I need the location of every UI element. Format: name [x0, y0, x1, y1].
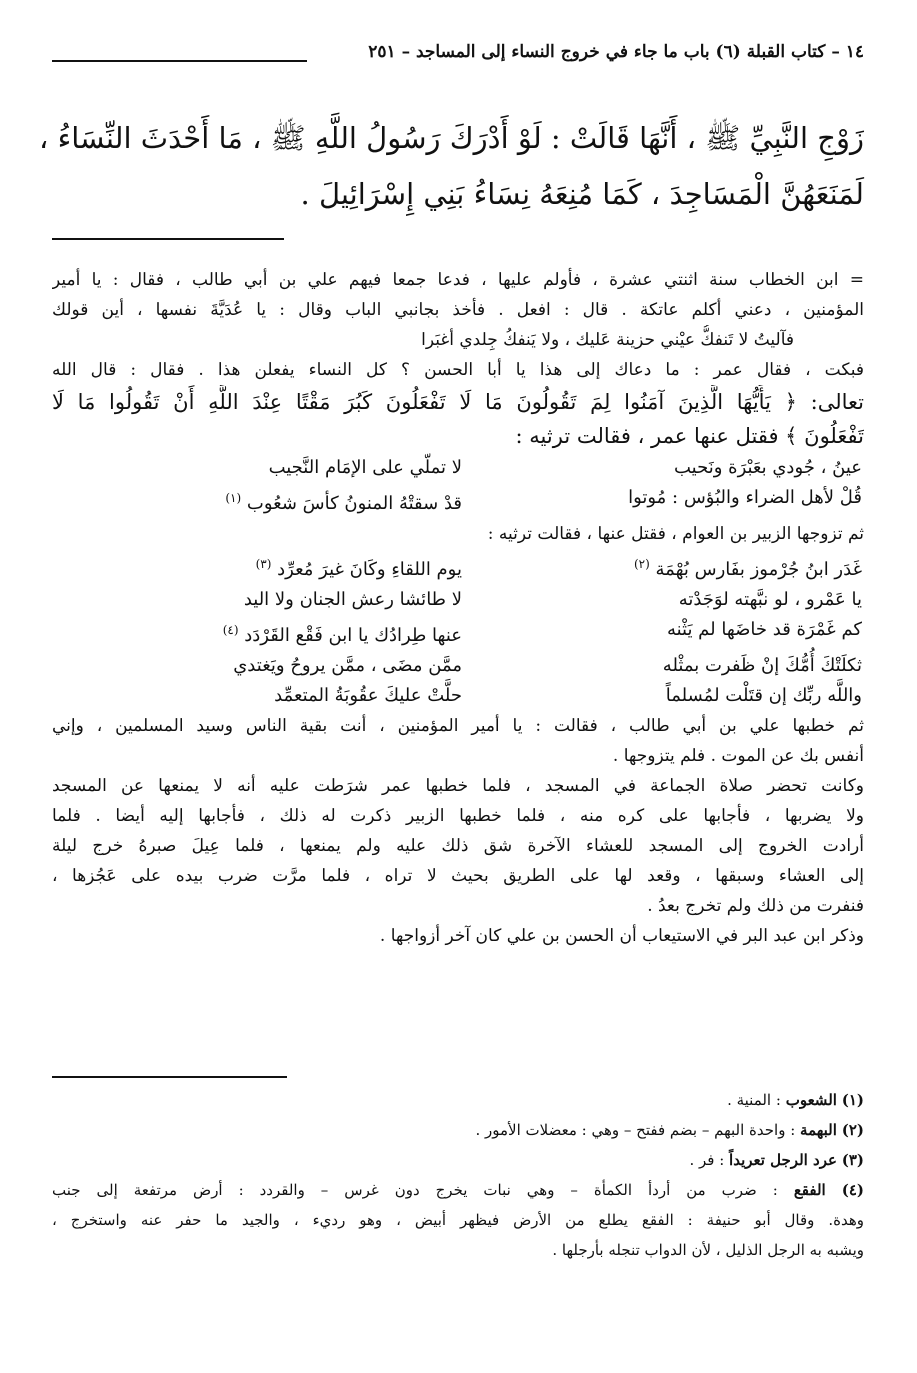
commentary-line: ثم تزوجها الزبير بن العوام ، فقتل عنها ، فقالت ترثيه : [487, 524, 864, 544]
hemistich-right: كم غَمْرَة قد خاضَها لم يَثْنه [666, 619, 862, 640]
footnote [52, 1145, 864, 1175]
verse-line: فآليتُ لا تَنفكُّ عيْني حزينة عَليك ، ولا يَنفكُ جِلدي أغبَرا [421, 330, 794, 350]
footnote-continuation: وهدة. وقال أبو حنيفة : الفقع يطلع من الأرض فيظهر أبيض ، وهو رديء ، والجيد ما حفر عنه واستخرج ، [52, 1211, 864, 1229]
footnote-number: (٢) [841, 1121, 864, 1139]
footnote-number: (١) [841, 1091, 864, 1109]
poem-verse [52, 453, 864, 483]
commentary [52, 265, 864, 951]
poem-verse [52, 549, 864, 585]
footnote [52, 1115, 864, 1145]
footnote-text: : واحدة البهم – بضم ففتح – وهي : معضلات الأمور . [475, 1121, 801, 1139]
poem-verse [52, 681, 864, 711]
quran-line: تعالى: ﴿ يَأَيُّهَا الَّذِينَ آمَنُوا لِمَ تَقُولُونَ مَا لَا تَفْعَلُونَ كَبُرَ مَقْتًا عِنْدَ اللَّهِ أَنْ تَقُولُوا مَا لَا [52, 390, 864, 414]
hemistich-left: عنها طِرادُك يا ابن فَقْع القَرْدَد [244, 625, 462, 646]
book-page [39, 30, 864, 1350]
footnote-term: عرد الرجل تعريداً [729, 1151, 837, 1169]
hemistich-left: يوم اللقاءِ وكَانَ غيرَ مُعرِّد [277, 559, 462, 580]
hemistich-left: لا طائشا رعش الجنان ولا اليد [243, 589, 462, 610]
footnote-number: (٣) [841, 1151, 864, 1169]
commentary-line: المؤمنين ، دعني أكلم عاتكة . قال : افعل . فأخذ بجانبي الباب وقال : يا عُدَيَّةَ نفسها ، أين قولك [52, 300, 864, 320]
commentary-line: فبكت ، فقال عمر : ما دعاك إلى هذا يا أبا الحسن ؟ كل النساء يفعلن هذا . فقال : قال الله [52, 360, 864, 380]
footnotes [52, 1085, 864, 1265]
footnote-term: الشعوب [785, 1091, 837, 1109]
poem-verse [52, 615, 864, 651]
poem-verse [52, 483, 864, 519]
hemistich-right: قُلْ لأهل الضراء والبُؤس : مُوتوا [628, 487, 862, 508]
footnote-text: : المنية . [727, 1091, 786, 1109]
commentary-line: ثم خطبها علي بن أبي طالب ، فقالت : يا أمير المؤمنين ، أنت بقية الناس وسيد المسلمين ، وإني [52, 716, 864, 736]
hemistich-right: عينُ ، جُودي بعَبْرَة ونَحيب [673, 457, 862, 478]
footnote-ref: (٢) [633, 557, 650, 571]
hemistich-left: لا تملّي على الإمَام النَّجيب [268, 457, 462, 478]
footnote-text: : ضرب من أردأ الكمأة – وهي نبات يخرج دون غرس – والقردد : أرض مرتفعة إلى جنب [52, 1181, 794, 1199]
quran-line: تَفْعَلُونَ ﴾ فقتل عنها عمر ، فقالت ترثيه : [515, 424, 864, 448]
hemistich-right: ثكلَتْكَ أُمُّكَ إنْ ظَفرت بمثْله [662, 655, 862, 676]
hemistich-left: قدْ سقتْهُ المنونُ كأسَ شعُوب [246, 493, 462, 514]
footnote-term: البهمة [800, 1121, 837, 1139]
footnote-continuation: ويشبه به الرجل الذليل ، لأن الدواب تنجله بأرجلها . [552, 1241, 864, 1259]
hadith-line: زَوْجِ النَّبِيِّ ﷺ ، أَنَّهَا قَالَتْ : لَوْ أَدْرَكَ رَسُولُ اللَّهِ ﷺ ، مَا أَحْدَثَ النِّسَاءُ ، [39, 121, 864, 155]
poem-verse [52, 585, 864, 615]
footnote [52, 1085, 864, 1115]
poem-verse [52, 651, 864, 681]
hemistich-right: يا عَمْرو ، لو نبَّهته لوَجَدْته [678, 589, 862, 610]
footnote [52, 1175, 864, 1205]
commentary-line: فنفرت من ذلك ولم تخرج بعدُ . [647, 896, 864, 916]
commentary-line: = ابن الخطاب سنة اثنتي عشرة ، فأولم عليها ، فدعا جمعا فيهم علي بن أبي طالب ، فقال : يا أمير [52, 270, 864, 290]
header-text: ١٤ – كتاب القبلة (٦) باب ما جاء في خروج النساء إلى المساجد – ٢٥١ [368, 42, 864, 62]
main-separator [52, 238, 284, 240]
footnote-text: : فر . [689, 1151, 730, 1169]
commentary-line: إلى العشاء وسبقها ، وقعد لها على الطريق بحيث لا تراه ، فلما مرَّت ضرب بيده على عَجُزها ، [52, 866, 864, 886]
header-rule [52, 60, 307, 62]
footnote-ref: (٣) [255, 557, 272, 571]
hemistich-right: غَدَر ابنُ جُرْموز بفَارس بُهْمَة [655, 559, 862, 580]
hadith-line: لَمَنَعَهُنَّ الْمَسَاجِدَ ، كَمَا مُنِعَهُ نِسَاءُ بَنِي إِسْرَائِيلَ . [300, 177, 864, 211]
footnote-ref: (٤) [222, 623, 239, 637]
hemistich-left: حلَّتْ عليكَ عقُوبَةُ المتعمِّد [274, 685, 462, 706]
hemistich-right: واللَّه ربِّك إن قتَلْت لمُسلماً [665, 685, 862, 706]
commentary-line: وذكر ابن عبد البر في الاستيعاب أن الحسن بن علي كان آخر أزواجها . [379, 926, 864, 946]
commentary-line: ولا يضربها ، فأجابها على كره منه ، فلما خطبها الزبير ذكرت له ذلك ، فأجابها إليه أيضا . فلما [52, 806, 864, 826]
commentary-line: أنفس بك عن الموت . فلم يتزوجها . [612, 746, 864, 766]
hemistich-left: ممَّن مضَى ، ممَّن يروحُ ويَغتدي [233, 655, 462, 676]
commentary-line: وكانت تحضر صلاة الجماعة في المسجد ، فلما خطبها عمر شرَطت عليه أنه لا يمنعها عن المسجد [52, 776, 864, 796]
hadith-text [39, 110, 864, 222]
footnote-term: الفقع [793, 1181, 826, 1199]
running-header [52, 42, 864, 76]
footnote-number: (٤) [841, 1181, 864, 1199]
footnote-separator [52, 1076, 287, 1078]
commentary-line: أرادت الخروج إلى المسجد للعشاء الآخرة شق ذلك عليه ولم يمنعها ، فلما عِيلَ صبرهُ خرج ليلة [52, 836, 864, 856]
footnote-ref: (١) [225, 491, 242, 505]
